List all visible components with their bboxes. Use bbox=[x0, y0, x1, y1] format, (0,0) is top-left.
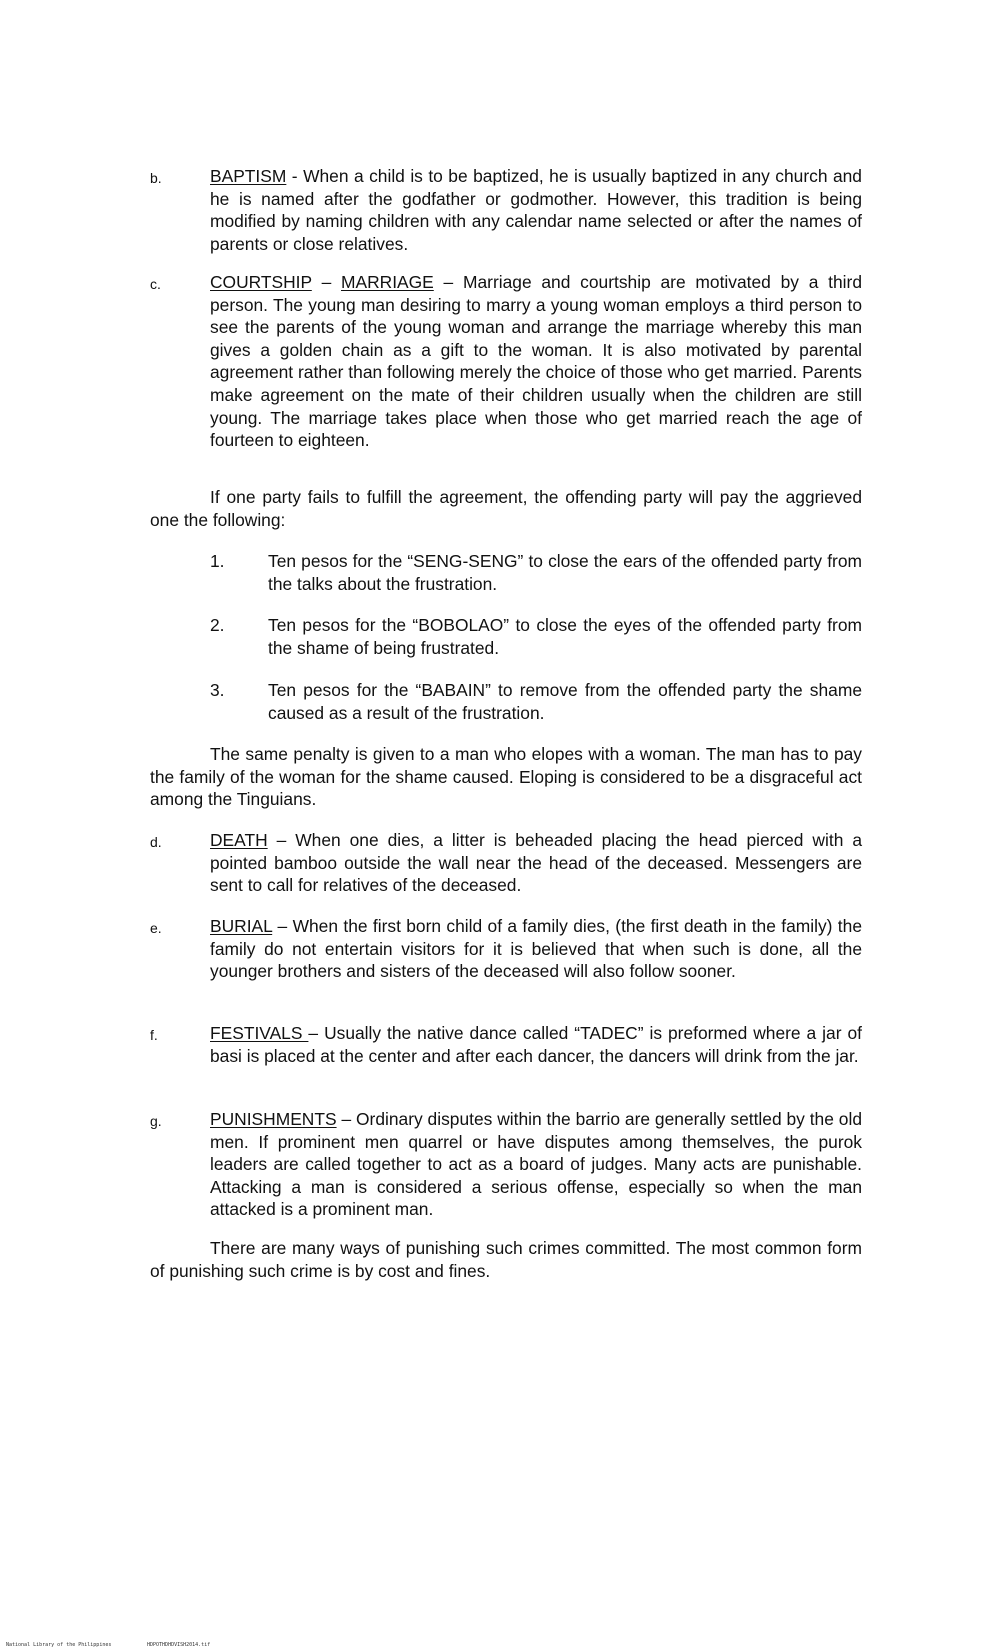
section-body: BURIAL – When the first born child of a family dies, (the first death in the family) the family do not entertain visitors for it is believed that when such is done, all the younger brothers and sisters of the deceased will also follow sooner. bbox=[210, 916, 862, 982]
section-text: Usually the native dance called “TADEC” is preformed where a jar of basi is placed at the center and after each dancer, the dancers will drink from the jar. bbox=[210, 1023, 862, 1066]
penalty-number: 2. bbox=[210, 615, 225, 635]
penalty-number: 1. bbox=[210, 551, 225, 571]
penalty-item bbox=[210, 614, 862, 659]
penalty-item bbox=[210, 550, 862, 595]
section-text: When one dies, a litter is beheaded placing the head pierced with a pointed bamboo outside the wall near the head of the deceased. Messengers are sent to call for relatives of the deceased. bbox=[210, 830, 862, 896]
penalty-number: 3. bbox=[210, 680, 225, 700]
item-letter: e. bbox=[150, 920, 162, 936]
item-letter: g. bbox=[150, 1113, 162, 1129]
section-death bbox=[150, 829, 862, 897]
section-body: COURTSHIP – MARRIAGE – Marriage and courtship are motivated by a third person. The young man desiring to marry a young woman employs a third person to see the parents of the young woman and arrange the marriage whereby this man gives a golden chain as a gift to the woman. It is also motivated by parental agreement rather than following merely the choice of those who get married. Parents make agreement on the mate of their children usually when the children are still young. The marriage takes place when those who get married reach the age of fourteen to eighteen. bbox=[210, 272, 862, 451]
section-heading-2: MARRIAGE bbox=[341, 272, 434, 292]
section-body: BAPTISM - When a child is to be baptized, he is usually baptized in any church and he is named after the godfather or godmother. However, this tradition is being modified by naming children with any calendar name selected or after the names of parents or close relatives. bbox=[210, 166, 862, 254]
item-letter: f. bbox=[150, 1027, 158, 1043]
section-body: DEATH – When one dies, a litter is beheaded placing the head pierced with a pointed bamboo outside the wall near the head of the deceased. Messengers are sent to call for relatives of the deceased. bbox=[210, 830, 862, 896]
penalty-item bbox=[210, 679, 862, 724]
section-burial bbox=[150, 915, 862, 983]
footer-file-id: HDPOTHDHDVISH2014.tif bbox=[147, 1642, 211, 1648]
item-letter: c. bbox=[150, 276, 161, 292]
section-festivals bbox=[150, 1022, 862, 1067]
section-heading: BAPTISM bbox=[210, 166, 287, 186]
section-heading: PUNISHMENTS bbox=[210, 1109, 337, 1129]
section-heading: BURIAL bbox=[210, 916, 273, 936]
section-text: Ordinary disputes within the barrio are generally settled by the old men. If prominent men quarrel or have disputes among themselves, the purok leaders are called together to act as a board of judges. Many acts are punishable. Attacking a man is considered a serious offense, especially so when the man attacked is a prominent man. bbox=[210, 1109, 862, 1220]
section-text: Marriage and courtship are motivated by a third person. The young man desiring to marry a young woman employs a third person to see the parents of the young woman and arrange the marriage whereby this man gives a golden chain as a gift to the woman. It is also motivated by parental agreement rather than following merely the choice of those who get married. Parents make agreement on the mate of their children usually when the children are still young. The marriage takes place when those who get married reach the age of fourteen to eighteen. bbox=[210, 272, 862, 451]
section-text: When a child is to be baptized, he is usually baptized in any church and he is named after the godfather or godmother. However, this tradition is being modified by naming children with any calendar name selected or after the names of parents or close relatives. bbox=[210, 166, 862, 254]
penalty-text: Ten pesos for the “BOBOLAO” to close the eyes of the offended party from the shame of being frustrated. bbox=[268, 615, 862, 658]
footer-library-stamp: National Library of the Philippines bbox=[6, 1642, 112, 1648]
section-heading: DEATH bbox=[210, 830, 268, 850]
penalty-text: Ten pesos for the “SENG-SENG” to close the ears of the offended party from the talks about the frustration. bbox=[268, 551, 862, 594]
item-letter: b. bbox=[150, 170, 162, 186]
section-heading: COURTSHIP bbox=[210, 272, 312, 292]
section-courtship-marriage bbox=[150, 271, 862, 452]
section-body: FESTIVALS – Usually the native dance called “TADEC” is preformed where a jar of basi is placed at the center and after each dancer, the dancers will drink from the jar. bbox=[210, 1023, 862, 1066]
section-body: PUNISHMENTS – Ordinary disputes within the barrio are generally settled by the old men. If prominent men quarrel or have disputes among themselves, the purok leaders are called together to act as a board of judges. Many acts are punishable. Attacking a man is considered a serious offense, especially so when the man attacked is a prominent man. bbox=[210, 1109, 862, 1220]
penalty-text: Ten pesos for the “BABAIN” to remove from the offended party the shame caused as a result of the frustration. bbox=[268, 680, 862, 723]
section-baptism bbox=[150, 165, 862, 255]
elope-paragraph: The same penalty is given to a man who elopes with a woman. The man has to pay the family of the woman for the shame caused. Eloping is considered to be a disgraceful act among the Tinguians. bbox=[150, 744, 862, 810]
agreement-paragraph: If one party fails to fulfill the agreement, the offending party will pay the aggrieved one the following: bbox=[150, 487, 862, 530]
section-heading: FESTIVALS bbox=[210, 1023, 309, 1043]
item-letter: d. bbox=[150, 834, 162, 850]
section-text: When the first born child of a family dies, (the first death in the family) the family do not entertain visitors for it is believed that when such is done, all the younger brothers and sisters of the deceased will also follow sooner. bbox=[210, 916, 862, 982]
crimes-paragraph: There are many ways of punishing such crimes committed. The most common form of punishing such crime is by cost and fines. bbox=[150, 1238, 862, 1281]
section-punishments bbox=[150, 1108, 862, 1221]
